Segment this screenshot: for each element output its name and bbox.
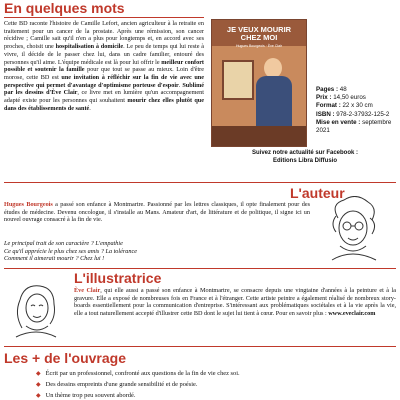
list-item: ◆ Des dessins empreints d'une grande sensibilité et de poésie.: [36, 381, 198, 388]
divider: [4, 17, 204, 18]
cover-table: [212, 126, 306, 146]
illustrator-bio: Ève Clair, qui elle aussi a passé son enfance à Montmartre, se consacre depuis une vingtaine d'années à la peinture et à la gravure. Elle a exposé de nombreuses fois en France et à l'étranger. Cette artiste peintre a également réalisé de nombreux story-boards essentiellement pour la communication d'entreprise. S'intéressant aux problématiques sociétales et à la vie après la vie, elle a tout naturellement accepté d'illustrer cette BD dont le sujet lui tient à cœur. Pour en savoir plus : www.eveclair.com: [74, 287, 396, 318]
divider: [4, 268, 396, 269]
author-questions: [4, 240, 304, 263]
spec-pages: Pages : 48: [316, 86, 347, 93]
cover-window: [222, 60, 254, 100]
section-title-auteur: L'auteur: [290, 185, 345, 201]
divider: [4, 182, 396, 183]
section-title-illustratrice: L'illustratrice: [74, 270, 162, 286]
cover-character: [252, 58, 296, 128]
spec-isbn: ISBN : 978-2-37932-125-2: [316, 110, 390, 118]
illustrator-name: Ève Clair: [74, 287, 101, 294]
author-bio: Hugues Bourgeois a passé son enfance à Montmartre. Passionné par les lettres classiques, il opte finalement pour des études de médecine. Devenu oncologue, il s'installe au Mans. Amateur d'art, de littérature et de politique, il signe ici un nouvel ouvrage consacré à la fin de vie.: [4, 201, 310, 224]
diamond-bullet-icon: ◆: [36, 381, 41, 388]
illustrator-website-link[interactable]: www.eveclair.com: [328, 310, 376, 318]
author-q2: Ce qu'il apprécie le plus chez ses amis ? La tolérance: [4, 247, 137, 255]
illustrator-portrait: [6, 282, 66, 338]
list-item: ◆ Un thème trop peu souvent abordé.: [36, 392, 136, 399]
cover-title: JE VEUX MOURIR CHEZ MOI: [226, 25, 292, 42]
section-title-en-quelques-mots: En quelques mots: [4, 0, 125, 16]
section-title-plus: Les + de l'ouvrage: [4, 350, 126, 366]
author-name: Hugues Bourgeois: [4, 201, 53, 208]
summary-paragraph: Cette BD raconte l'histoire de Camille Lefort, ancien agriculteur à la retraite en traitement pour un cancer de la prostate. Après une rémission, son cancer récidive ; Camille sait qu'il n'en a plus pour longtemps et, en accord avec ses proches, choisit une hospitalisation à domicile. Le peu de temps qui lui reste à vivre, il décide de le passer chez lui, dans un cadre familier, entouré des personnes qu'il aime. L'équipe médicale est là pour lui offrir le meilleur confort possible et soutenir la famille pour que tout se passe au mieux. Loin d'être morose, cette BD est une invitation à réfléchir sur la fin de vie avec une perspective qui permet d'avantage d'optimisme porteuse d'espoir. Sublimé par les dessins d'Ève Clair, ce livre met en lumière qu'un accompagnement adapté existe pour les personnes qui souhaitent mourir chez elles plutôt que dans des établissements de santé.: [4, 20, 204, 112]
diamond-bullet-icon: ◆: [36, 370, 41, 377]
divider: [4, 346, 396, 347]
spec-format: Format : 22 x 30 cm: [316, 102, 373, 110]
spec-price: Prix : 14,50 euros: [316, 94, 366, 102]
author-portrait: [318, 196, 390, 262]
diamond-bullet-icon: ◆: [36, 392, 41, 399]
author-q1: Le principal trait de son caractère ? L'empathie: [4, 240, 123, 247]
book-cover: [212, 20, 306, 146]
list-item: ◆ Écrit par un professionnel, confronté aux questions de la fin de vie chez soi.: [36, 370, 240, 377]
spec-release: Mise en vente : septembre 2021: [316, 118, 392, 135]
cover-subtitle: Hugues Bourgeois · Ève Clair: [235, 44, 283, 48]
book-specs: [316, 86, 400, 135]
facebook-follow: Suivez notre actualité sur Facebook : Editions Libra Diffusio: [251, 150, 359, 164]
author-q3: Comment il aimerait mourir ? Chez lui !: [4, 255, 105, 263]
